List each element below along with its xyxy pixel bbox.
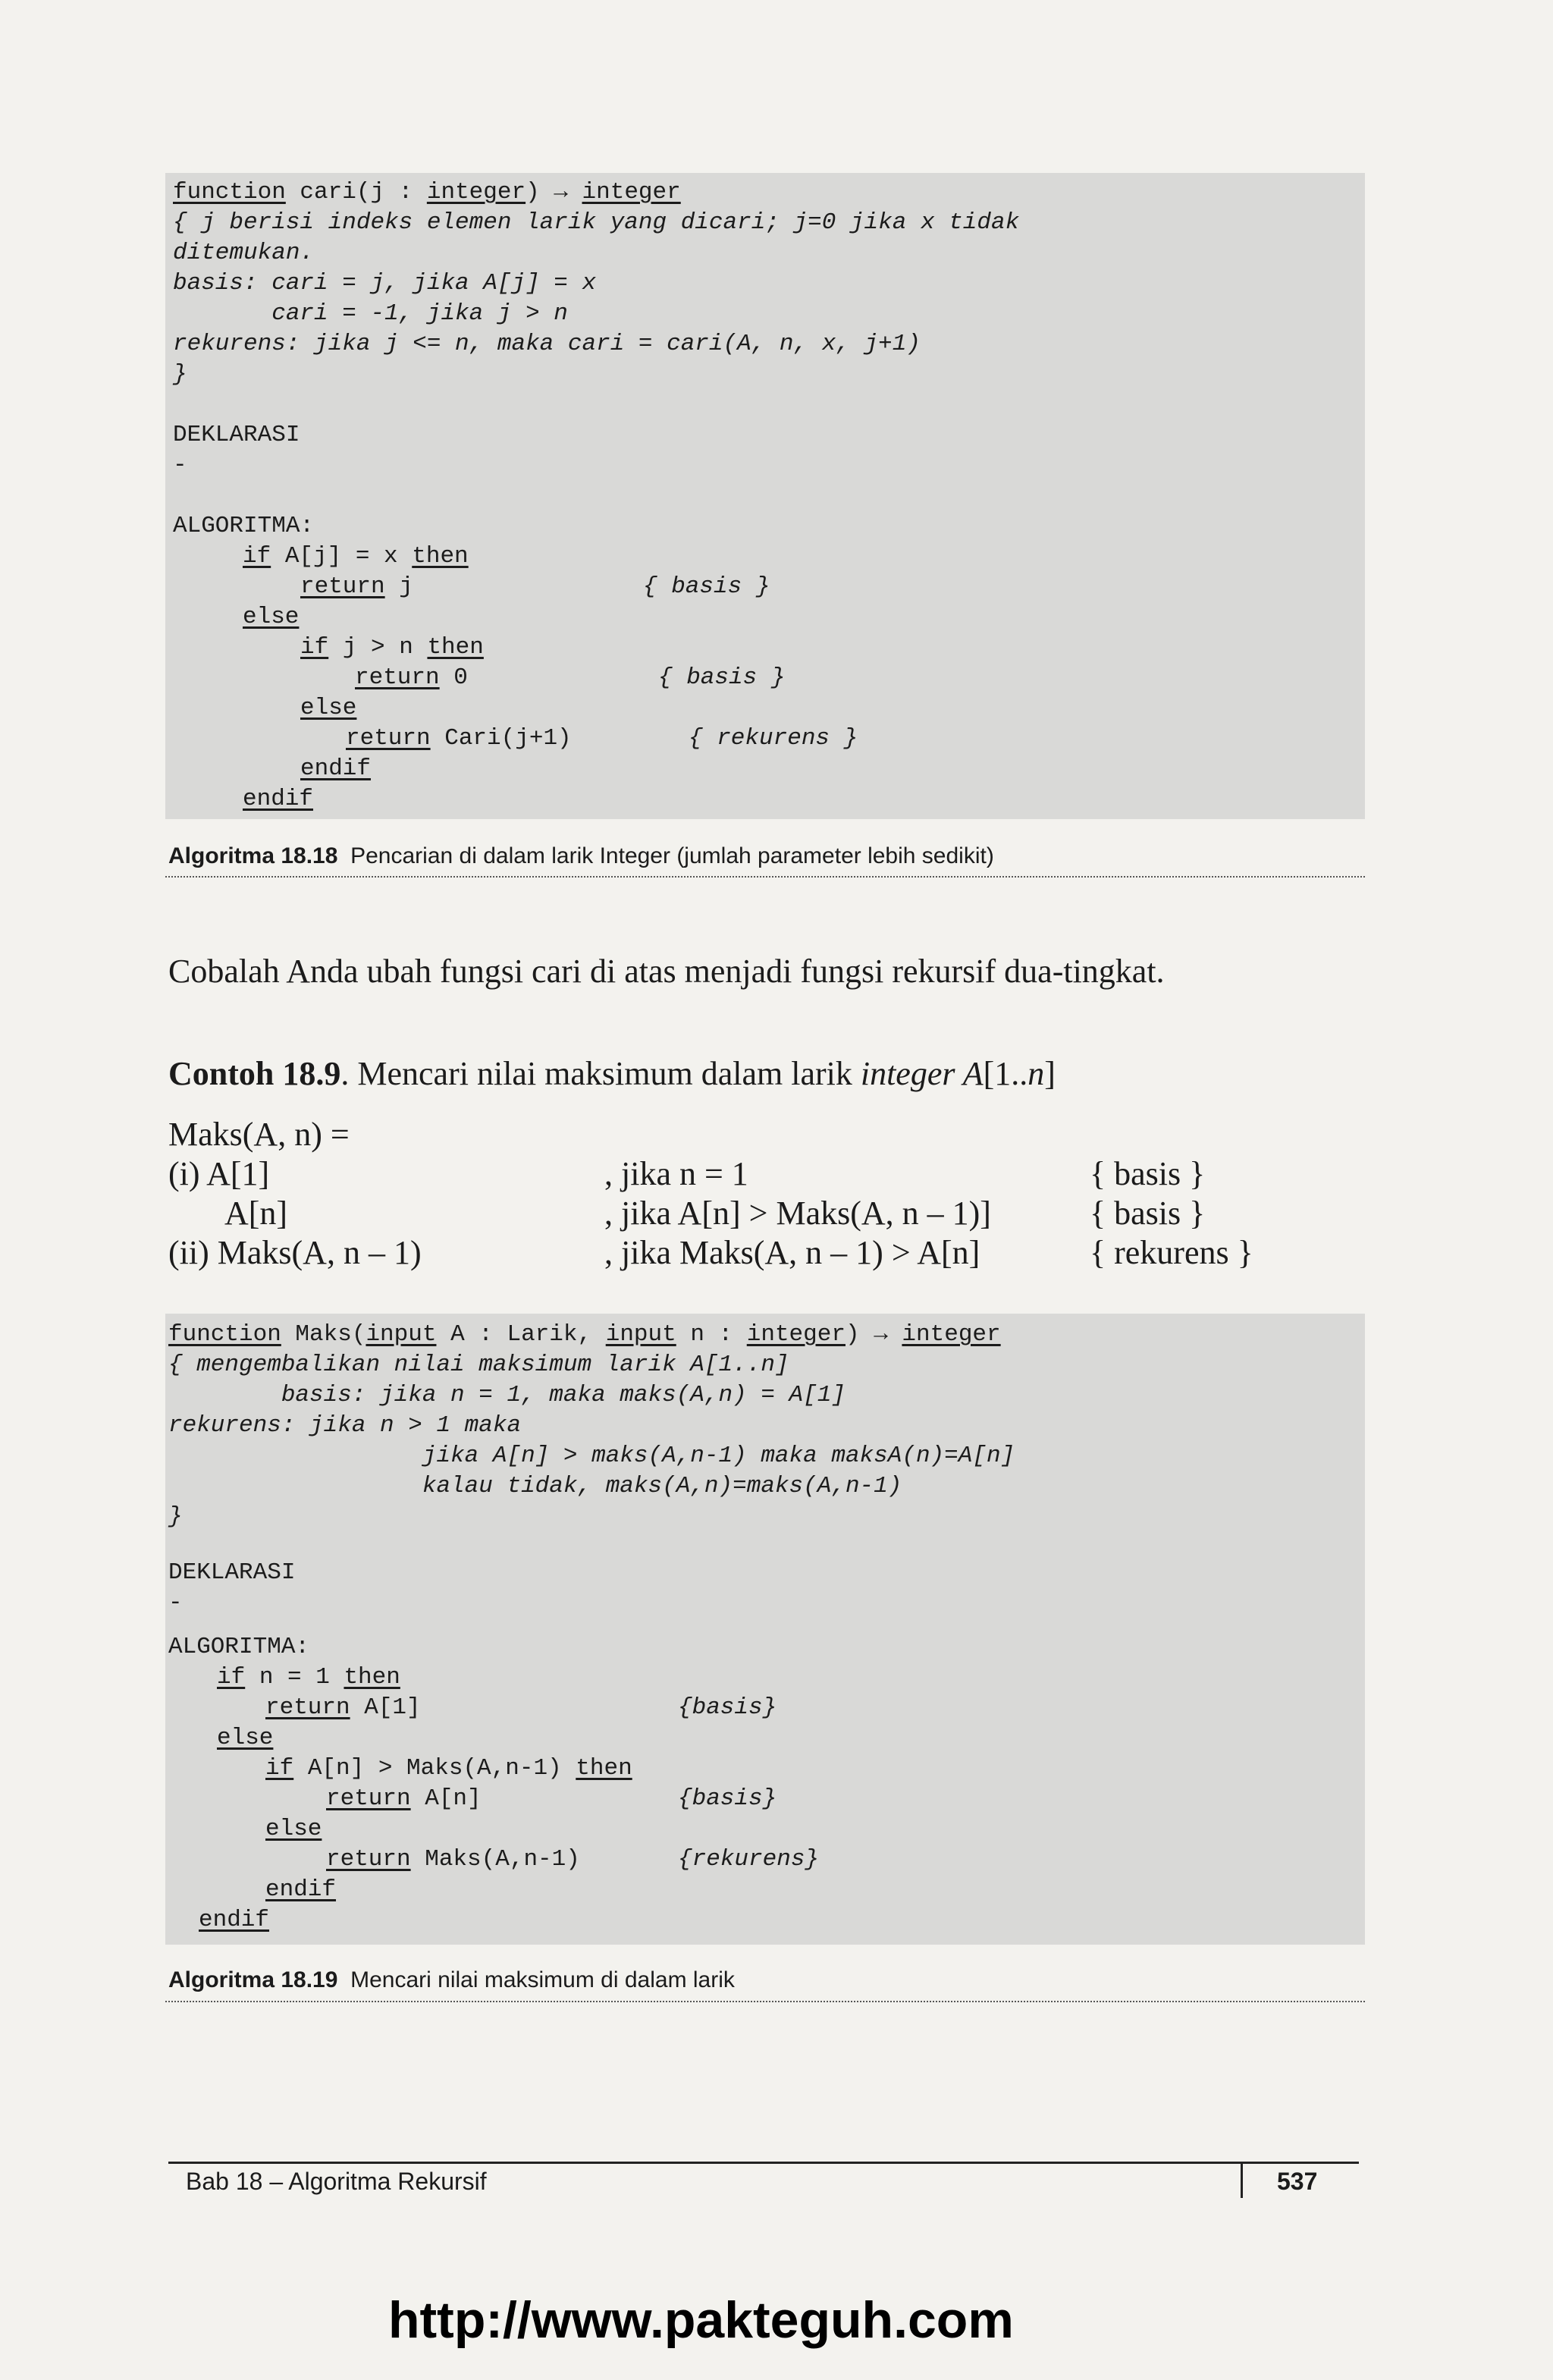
definition-head: Maks(A, n) = [168, 1116, 350, 1153]
example-title: [1.. [983, 1055, 1028, 1092]
keyword: else [217, 1725, 274, 1751]
keyword: endif [199, 1907, 270, 1933]
code-line [243, 542, 469, 572]
code-comment: {basis} [678, 1694, 777, 1721]
keyword: else [243, 604, 300, 630]
keyword: return [326, 1846, 411, 1873]
code-text: A : Larik, [436, 1321, 606, 1348]
code-line [243, 602, 299, 633]
caption-label: Algoritma 18.19 [168, 1967, 338, 1992]
keyword: integer [426, 179, 526, 206]
code-line [300, 693, 356, 724]
code-comment: jika A[n] > maks(A,n-1) maka maksA(n)=A[n] [168, 1443, 1015, 1469]
row-left: (i) A[1] [168, 1155, 270, 1192]
example-label: Contoh 18.9 [168, 1055, 341, 1092]
code-text: - [168, 1590, 183, 1616]
code-line [265, 1814, 322, 1845]
code-text: Cari(j+1) [430, 725, 572, 752]
code-line [217, 1663, 400, 1693]
section-algoritma: ALGORITMA: [173, 513, 315, 539]
footer-rule [168, 2162, 1359, 2164]
caption-text: Mencari nilai maksimum di dalam larik [350, 1967, 735, 1992]
row-condition: , jika n = 1 [604, 1155, 748, 1192]
row-condition: , jika A[n] > Maks(A, n – 1)] [604, 1195, 991, 1232]
code-text: n : [676, 1321, 747, 1348]
code-text: n = 1 [245, 1664, 344, 1691]
code-line [300, 572, 413, 602]
code-comment: } [173, 361, 187, 388]
code-text: A[n] [410, 1785, 482, 1812]
function-signature [168, 1320, 1001, 1350]
code-text: A[n] > Maks(A,n-1) [293, 1755, 576, 1782]
code-line [355, 663, 468, 693]
function-signature [173, 177, 681, 208]
example-title-italic: n [1027, 1055, 1045, 1092]
body-paragraph: Cobalah Anda ubah fungsi cari di atas menjadi fungsi rekursif dua-tingkat. [168, 953, 1165, 990]
keyword: function [168, 1321, 281, 1348]
code-line [243, 784, 313, 815]
figure-caption [168, 843, 994, 869]
divider [165, 876, 1365, 878]
keyword: integer [746, 1321, 846, 1348]
keyword: if [243, 543, 271, 570]
code-comment: { j berisi indeks elemen larik yang dicari; j=0 jika x tidak [173, 209, 1020, 236]
keyword: else [300, 695, 357, 721]
code-text: cari(j : [285, 179, 427, 206]
keyword: else [265, 1816, 322, 1842]
code-line [326, 1784, 482, 1814]
code-line [265, 1875, 336, 1905]
figure-caption [168, 1967, 735, 1993]
example-heading [168, 1054, 1056, 1093]
code-comment: basis: jika n = 1, maka maks(A,n) = A[1] [168, 1382, 846, 1408]
keyword: endif [243, 786, 314, 812]
code-comment: {rekurens} [678, 1846, 820, 1873]
code-text: A[1] [350, 1694, 421, 1721]
example-title: ] [1044, 1055, 1056, 1092]
code-line [300, 754, 371, 784]
code-text: Maks(A,n-1) [410, 1846, 580, 1873]
code-text: ) → [845, 1321, 902, 1348]
code-comment: kalau tidak, maks(A,n)=maks(A,n-1) [168, 1473, 902, 1499]
code-comment: ditemukan. [173, 240, 315, 266]
keyword: then [412, 543, 469, 570]
row-condition: , jika Maks(A, n – 1) > A[n] [604, 1234, 980, 1271]
keyword: return [265, 1694, 350, 1721]
keyword: if [265, 1755, 294, 1782]
keyword: endif [265, 1876, 337, 1903]
row-tag: { rekurens } [1090, 1234, 1253, 1271]
keyword: integer [582, 179, 681, 206]
code-comment: {basis} [678, 1785, 777, 1812]
code-block-18-18 [165, 173, 1365, 819]
section-deklarasi: DEKLARASI [173, 422, 300, 448]
code-text: j > n [328, 634, 428, 661]
row-tag: { basis } [1090, 1195, 1206, 1232]
code-line [217, 1723, 273, 1754]
code-comment: { mengembalikan nilai maksimum larik A[1..n] [168, 1352, 789, 1378]
code-comment: cari = -1, jika j > n [173, 300, 568, 327]
keyword: return [300, 573, 385, 600]
keyword: input [366, 1321, 437, 1348]
code-text: ) → [526, 179, 582, 206]
code-text: - [173, 452, 187, 479]
keyword: endif [300, 755, 372, 782]
page-number: 537 [1277, 2168, 1318, 2195]
code-text: A[j] = x [271, 543, 413, 570]
code-comment: { rekurens } [689, 725, 858, 752]
code-line [265, 1754, 632, 1784]
keyword: if [300, 634, 329, 661]
code-text: Maks( [281, 1321, 366, 1348]
code-comment: basis: cari = j, jika A[j] = x [173, 270, 597, 297]
section-deklarasi: DEKLARASI [168, 1559, 296, 1586]
row-left: A[n] [224, 1195, 288, 1232]
keyword: input [605, 1321, 676, 1348]
code-comment: rekurens: jika n > 1 maka [168, 1412, 522, 1439]
code-line [199, 1905, 269, 1936]
code-line [346, 724, 572, 754]
code-text: j [384, 573, 413, 600]
keyword: return [346, 725, 431, 752]
keyword: then [576, 1755, 632, 1782]
example-title: . Mencari nilai maksimum dalam larik [340, 1055, 861, 1092]
keyword: function [173, 179, 286, 206]
code-line [265, 1693, 421, 1723]
section-algoritma: ALGORITMA: [168, 1634, 310, 1660]
code-comment: { basis } [643, 573, 770, 600]
code-comment: rekurens: jika j <= n, maka cari = cari(A, n, x, j+1) [173, 331, 921, 357]
keyword: return [355, 664, 440, 691]
chapter-title: Bab 18 – Algoritma Rekursif [186, 2168, 487, 2195]
keyword: then [344, 1664, 400, 1691]
caption-label: Algoritma 18.18 [168, 843, 338, 868]
example-title-italic: integer A [860, 1055, 984, 1092]
keyword: return [326, 1785, 411, 1812]
page-number-divider [1241, 2163, 1243, 2198]
divider [165, 2001, 1365, 2002]
code-block-18-19 [165, 1314, 1365, 1945]
code-line [326, 1845, 580, 1875]
keyword: if [217, 1664, 246, 1691]
row-tag: { basis } [1090, 1155, 1206, 1192]
row-left: (ii) Maks(A, n – 1) [168, 1234, 422, 1271]
code-text: 0 [439, 664, 468, 691]
keyword: then [427, 634, 484, 661]
code-comment: { basis } [658, 664, 786, 691]
caption-text: Pencarian di dalam larik Integer (jumlah parameter lebih sedikit) [350, 843, 994, 868]
code-line [300, 633, 484, 663]
keyword: integer [902, 1321, 1001, 1348]
code-comment: } [168, 1503, 183, 1530]
watermark-url: http://www.pakteguh.com [388, 2291, 1014, 2349]
